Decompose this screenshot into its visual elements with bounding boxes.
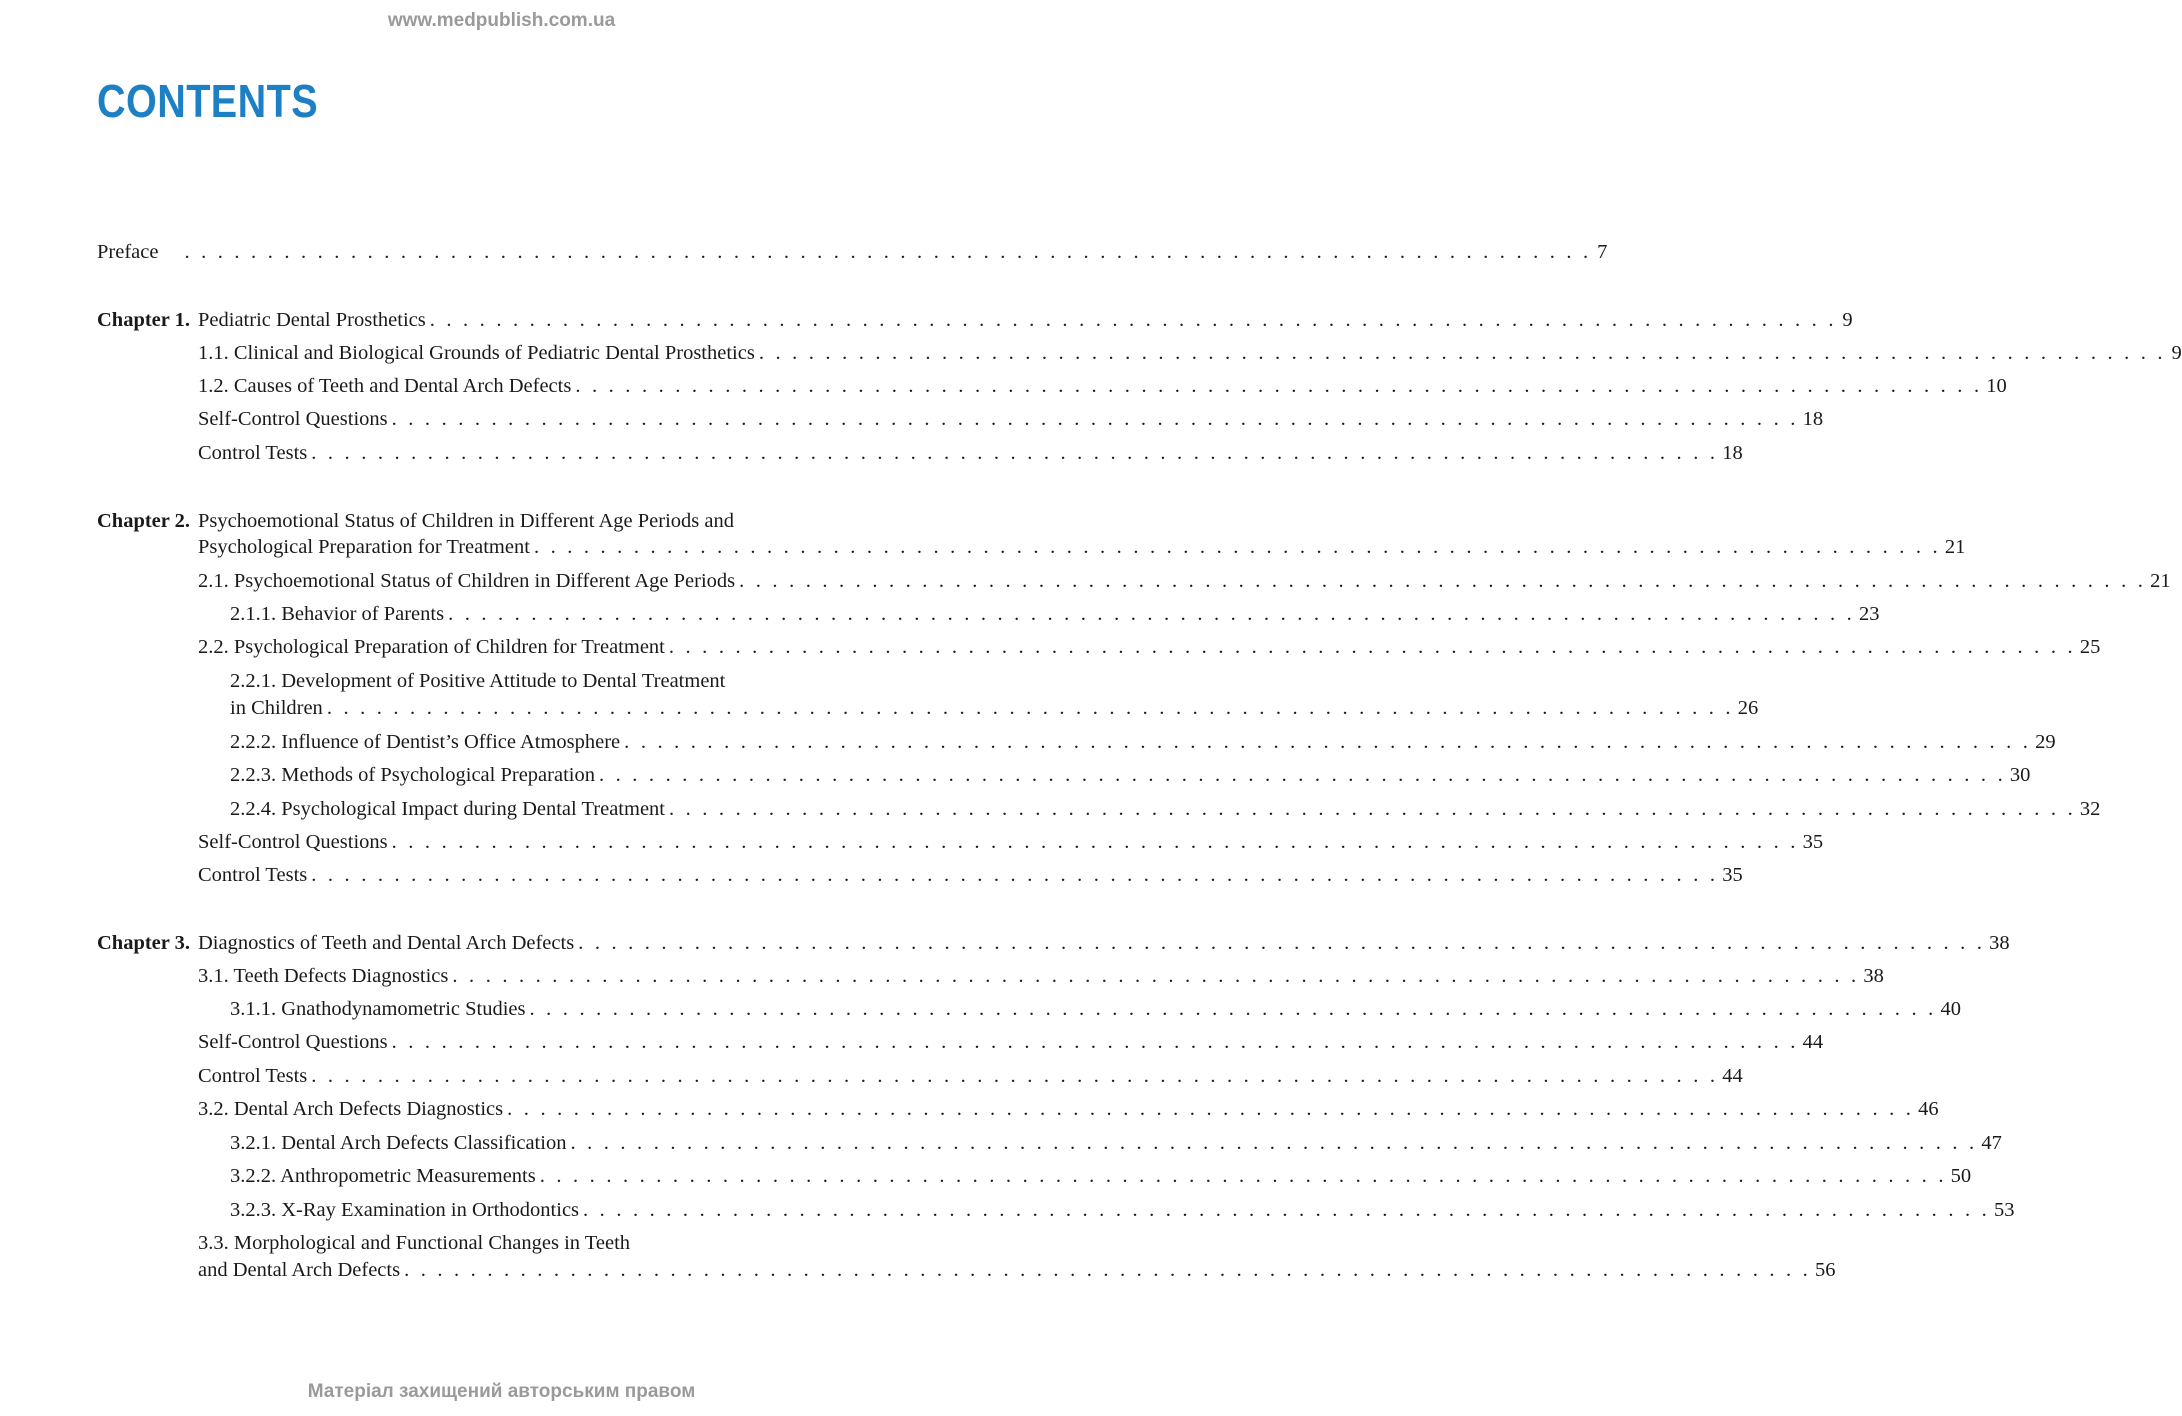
toc-entry[interactable] [198,862,1743,888]
dot-leader: . . . . . . . . . . . . . . . . . . . . . . . . . . . . . . . . . . . . . . . . . . . . . . . . . . . . . . . . . . . . . . . . . . . . . . . . . . . . . . . . . . . . . [668,798,2076,820]
toc-entry[interactable] [230,1130,2002,1156]
toc-page-number: 18 [1722,442,1743,464]
toc-entry[interactable] [230,762,2031,788]
toc-entry[interactable] [198,440,1743,466]
toc-page-number: 38 [1989,932,2010,954]
toc-page-number: 47 [1981,1132,2002,1154]
toc-entry[interactable] [198,963,1884,989]
toc-entry[interactable] [230,601,1880,627]
dot-leader: . . . . . . . . . . . . . . . . . . . . . . . . . . . . . . . . . . . . . . . . . . . . . . . . . . . . . . . . . . . . . . . . . . . . . . . . . . . . . . . . . . . . . [507,1098,1915,1120]
toc-entry-label: Control Tests [198,1065,308,1087]
toc-entry-label: 3.2.2. Anthropometric Measurements [230,1165,536,1187]
toc-entry-label: in Children [230,697,323,719]
toc-entry-label: Psychological Preparation for Treatment [198,536,530,558]
toc-page-number: 21 [2150,570,2171,592]
toc-entry[interactable] [230,996,1961,1022]
toc-entry-label: 3.2.3. X-Ray Examination in Orthodontics [230,1199,580,1221]
dot-leader: . . . . . . . . . . . . . . . . . . . . . . . . . . . . . . . . . . . . . . . . . . . . . . . . . . . . . . . . . . . . . . . . . . . . . . . . . . . . . . . . . . . . . [184,241,1592,263]
toc-page-number: 53 [1993,1199,2015,1221]
dot-leader: . . . . . . . . . . . . . . . . . . . . . . . . . . . . . . . . . . . . . . . . . . . . . . . . . . . . . . . . . . . . . . . . . . . . . . . . . . . . . . . . . . . . . [583,1199,1990,1221]
toc-page-number: 44 [1802,1031,1824,1053]
toc-entry-label: 3.1.1. Gnathodynamometric Studies [230,998,526,1020]
toc-entry-label: 2.2.3. Methods of Psychological Preparation [230,764,595,786]
dot-leader: . . . . . . . . . . . . . . . . . . . . . . . . . . . . . . . . . . . . . . . . . . . . . . . . . . . . . . . . . . . . . . . . . . . . . . . . . . . . . . . . . . . . . [326,697,1734,719]
toc-entry-label: 1.1. Clinical and Biological Grounds of Pediatric Dental Prosthetics [198,342,755,364]
toc-entry-label: Self-Control Questions [198,1031,388,1053]
toc-entry[interactable] [230,729,2056,755]
dot-leader: . . . . . . . . . . . . . . . . . . . . . . . . . . . . . . . . . . . . . . . . . . . . . . . . . . . . . . . . . . . . . . . . . . . . . . . . . . . . . . . . . . . . . [311,864,1719,886]
toc-page-number: 40 [1940,998,1961,1020]
toc-entry[interactable] [198,930,2010,956]
toc-page-number: 30 [2009,764,2031,786]
toc-entry[interactable] [198,307,1853,333]
dot-leader: . . . . . . . . . . . . . . . . . . . . . . . . . . . . . . . . . . . . . . . . . . . . . . . . . . . . . . . . . . . . . . . . . . . . . . . . . . . . . . . . . . . . . [575,375,1983,397]
toc-entry-label: Diagnostics of Teeth and Dental Arch Defects [198,932,575,954]
chapter-1-label: Chapter 1. [97,309,191,331]
toc-entry-first-line: 3.3. Morphological and Functional Changes in Teeth [198,1232,631,1254]
toc-entry-first-line: 2.2.1. Development of Positive Attitude to Dental Treatment [230,670,726,692]
dot-leader: . . . . . . . . . . . . . . . . . . . . . . . . . . . . . . . . . . . . . . . . . . . . . . . . . . . . . . . . . . . . . . . . . . . . . . . . . . . . . . . . . . . . . [578,932,1986,954]
toc-page-number: 23 [1859,603,1880,625]
toc-page-number: 35 [1802,831,1824,853]
toc-entry-label: 2.1.1. Behavior of Parents [230,603,445,625]
toc-entry[interactable] [230,1163,1972,1189]
toc-entry[interactable] [230,796,2101,822]
toc-entry-label: 3.1. Teeth Defects Diagnostics [198,965,449,987]
toc-entry[interactable] [198,340,2182,366]
dot-leader: . . . . . . . . . . . . . . . . . . . . . . . . . . . . . . . . . . . . . . . . . . . . . . . . . . . . . . . . . . . . . . . . . . . . . . . . . . . . . . . . . . . . . [529,998,1937,1020]
toc-entry[interactable] [198,373,2007,399]
toc-entry[interactable] [230,695,1759,721]
dot-leader: . . . . . . . . . . . . . . . . . . . . . . . . . . . . . . . . . . . . . . . . . . . . . . . . . . . . . . . . . . . . . . . . . . . . . . . . . . . . . . . . . . . . . [391,1031,1799,1053]
toc-entry-label: Self-Control Questions [198,831,388,853]
toc-page-number: 7 [1597,241,1608,263]
toc-page-number: 18 [1802,408,1824,430]
toc-page-number: 38 [1863,965,1884,987]
dot-leader: . . . . . . . . . . . . . . . . . . . . . . . . . . . . . . . . . . . . . . . . . . . . . . . . . . . . . . . . . . . . . . . . . . . . . . . . . . . . . . . . . . . . . [598,764,2006,786]
dot-leader: . . . . . . . . . . . . . . . . . . . . . . . . . . . . . . . . . . . . . . . . . . . . . . . . . . . . . . . . . . . . . . . . . . . . . . . . . . . . . . . . . . . . . [311,442,1719,464]
toc-page-number: 29 [2035,731,2056,753]
toc-entry-label: 2.2.2. Influence of Dentist’s Office Atmosphere [230,731,621,753]
dot-leader: . . . . . . . . . . . . . . . . . . . . . . . . . . . . . . . . . . . . . . . . . . . . . . . . . . . . . . . . . . . . . . . . . . . . . . . . . . . . . . . . . . . . . [533,536,1941,558]
toc-entry-label: 3.2.1. Dental Arch Defects Classification [230,1132,567,1154]
toc-entry-label: 1.2. Causes of Teeth and Dental Arch Defects [198,375,572,397]
dot-leader: . . . . . . . . . . . . . . . . . . . . . . . . . . . . . . . . . . . . . . . . . . . . . . . . . . . . . . . . . . . . . . . . . . . . . . . . . . . . . . . . . . . . . [448,603,1856,625]
chapter-3-label: Chapter 3. [97,932,191,954]
toc-page-number: 9 [1842,309,1853,331]
dot-leader: . . . . . . . . . . . . . . . . . . . . . . . . . . . . . . . . . . . . . . . . . . . . . . . . . . . . . . . . . . . . . . . . . . . . . . . . . . . . . . . . . . . . . [668,636,2076,658]
toc-entry-label: Control Tests [198,442,308,464]
toc-entry[interactable] [198,1257,1836,1283]
dot-leader: . . . . . . . . . . . . . . . . . . . . . . . . . . . . . . . . . . . . . . . . . . . . . . . . . . . . . . . . . . . . . . . . . . . . . . . . . . . . . . . . . . . . . [570,1132,1978,1154]
dot-leader: . . . . . . . . . . . . . . . . . . . . . . . . . . . . . . . . . . . . . . . . . . . . . . . . . . . . . . . . . . . . . . . . . . . . . . . . . . . . . . . . . . . . . [391,408,1799,430]
toc-entry[interactable] [198,829,1824,855]
toc-entry-label: Control Tests [198,864,308,886]
toc-entry[interactable] [198,568,2171,594]
toc-entry-label: 2.2. Psychological Preparation of Children for Treatment [198,636,665,658]
dot-leader: . . . . . . . . . . . . . . . . . . . . . . . . . . . . . . . . . . . . . . . . . . . . . . . . . . . . . . . . . . . . . . . . . . . . . . . . . . . . . . . . . . . . . [429,309,1837,331]
toc-entry-label: and Dental Arch Defects [198,1259,401,1281]
dot-leader: . . . . . . . . . . . . . . . . . . . . . . . . . . . . . . . . . . . . . . . . . . . . . . . . . . . . . . . . . . . . . . . . . . . . . . . . . . . . . . . . . . . . . [404,1259,1812,1281]
toc-entry[interactable] [198,406,1824,432]
toc-entry[interactable] [198,1096,1939,1122]
page-title: CONTENTS [97,75,319,127]
dot-leader: . . . . . . . . . . . . . . . . . . . . . . . . . . . . . . . . . . . . . . . . . . . . . . . . . . . . . . . . . . . . . . . . . . . . . . . . . . . . . . . . . . . . . [391,831,1799,853]
toc-page-number: 26 [1737,697,1759,719]
dot-leader: . . . . . . . . . . . . . . . . . . . . . . . . . . . . . . . . . . . . . . . . . . . . . . . . . . . . . . . . . . . . . . . . . . . . . . . . . . . . . . . . . . . . . [452,965,1860,987]
toc-entry-label: Pediatric Dental Prosthetics [198,309,426,331]
dot-leader: . . . . . . . . . . . . . . . . . . . . . . . . . . . . . . . . . . . . . . . . . . . . . . . . . . . . . . . . . . . . . . . . . . . . . . . . . . . . . . . . . . . . . [739,570,2147,592]
toc-entry-label: Preface [97,241,159,263]
toc-entry-label: 3.2. Dental Arch Defects Diagnostics [198,1098,504,1120]
toc-entry[interactable] [198,534,1966,560]
toc-entry-first-line: Psychoemotional Status of Children in Different Age Periods and [198,510,734,532]
toc-page-number: 9 [2171,342,2182,364]
copyright-notice: Матеріал захищений авторським правом [307,1381,696,1402]
toc-page-number: 56 [1815,1259,1836,1281]
toc-page-number: 46 [1918,1098,1939,1120]
toc-entry-preface[interactable] [97,239,1608,265]
header-url: www.medpublish.com.ua [387,10,616,31]
toc-page-number: 32 [2079,798,2101,820]
dot-leader: . . . . . . . . . . . . . . . . . . . . . . . . . . . . . . . . . . . . . . . . . . . . . . . . . . . . . . . . . . . . . . . . . . . . . . . . . . . . . . . . . . . . . [758,342,2166,364]
toc-entry[interactable] [230,1197,2015,1223]
toc-entry[interactable] [198,1063,1743,1089]
toc-page-number: 50 [1950,1165,1972,1187]
toc-page-number: 44 [1722,1065,1743,1087]
toc-page-number: 35 [1722,864,1743,886]
dot-leader: . . . . . . . . . . . . . . . . . . . . . . . . . . . . . . . . . . . . . . . . . . . . . . . . . . . . . . . . . . . . . . . . . . . . . . . . . . . . . . . . . . . . . [311,1065,1719,1087]
toc-entry-label: Self-Control Questions [198,408,388,430]
chapter-2-label: Chapter 2. [97,510,191,532]
toc-entry-label: 2.1. Psychoemotional Status of Children in Different Age Periods [198,570,736,592]
toc-entry[interactable] [198,1029,1824,1055]
toc-entry[interactable] [198,634,2101,660]
toc-entry-label: 2.2.4. Psychological Impact during Dental Treatment [230,798,665,820]
dot-leader: . . . . . . . . . . . . . . . . . . . . . . . . . . . . . . . . . . . . . . . . . . . . . . . . . . . . . . . . . . . . . . . . . . . . . . . . . . . . . . . . . . . . . [539,1165,1947,1187]
toc-page-number: 21 [1944,536,1966,558]
dot-leader: . . . . . . . . . . . . . . . . . . . . . . . . . . . . . . . . . . . . . . . . . . . . . . . . . . . . . . . . . . . . . . . . . . . . . . . . . . . . . . . . . . . . . [624,731,2032,753]
toc-page-number: 25 [2079,636,2101,658]
toc-page-number: 10 [1986,375,2007,397]
